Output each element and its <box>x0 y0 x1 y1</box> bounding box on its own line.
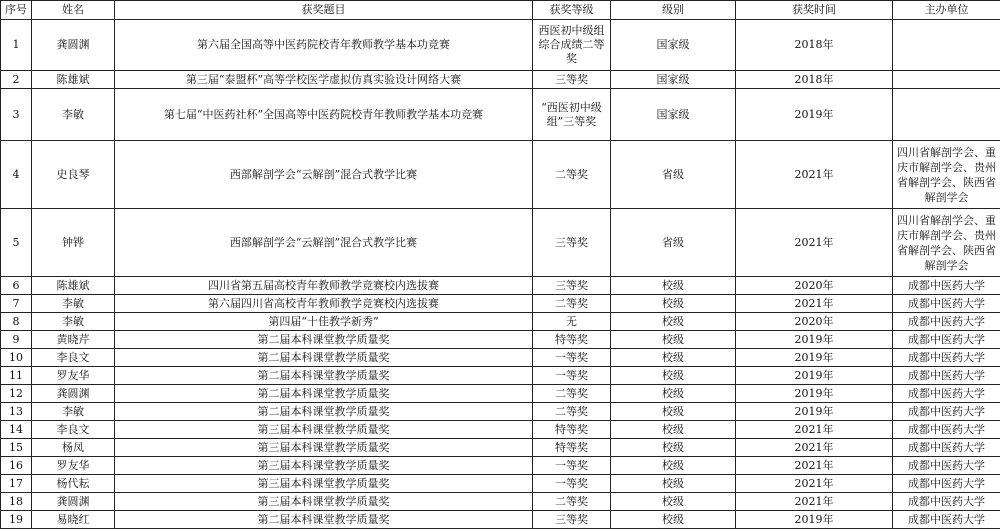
row-name: 李敏 <box>32 295 115 313</box>
table-row <box>1 421 1000 439</box>
row-year: 2019年 <box>736 385 893 403</box>
row-year: 2021年 <box>736 457 893 475</box>
row-level: 一等奖 <box>533 475 611 493</box>
row-year: 2021年 <box>736 421 893 439</box>
row-org: 成都中医药大学 <box>893 367 1000 385</box>
header-no: 序号 <box>1 1 32 20</box>
row-tier: 校级 <box>611 421 736 439</box>
row-year: 2021年 <box>736 439 893 457</box>
row-year: 2019年 <box>736 403 893 421</box>
header-org: 主办单位 <box>893 1 1000 20</box>
row-year: 2019年 <box>736 511 893 529</box>
row-year: 2019年 <box>736 367 893 385</box>
row-title: 西部解剖学会“云解剖”混合式教学比赛 <box>115 141 533 209</box>
row-number: 16 <box>1 457 32 475</box>
row-level: 一等奖 <box>533 457 611 475</box>
row-org: 成都中医药大学 <box>893 457 1000 475</box>
row-org <box>893 71 1000 89</box>
row-number: 17 <box>1 475 32 493</box>
row-tier: 校级 <box>611 331 736 349</box>
table-row <box>1 367 1000 385</box>
row-name: 龚圆渊 <box>32 385 115 403</box>
row-org: 成都中医药大学 <box>893 493 1000 511</box>
row-level: 特等奖 <box>533 439 611 457</box>
row-number: 2 <box>1 71 32 89</box>
row-name: 陈雄斌 <box>32 71 115 89</box>
row-year: 2018年 <box>736 71 893 89</box>
row-org: 成都中医药大学 <box>893 421 1000 439</box>
row-level: “西医初中级组”三等奖 <box>533 89 611 141</box>
header-year: 获奖时间 <box>736 1 893 20</box>
table-row <box>1 385 1000 403</box>
row-title: 第三届“泰盟杯”高等学校医学虚拟仿真实验设计网络大赛 <box>115 71 533 89</box>
header-level: 获奖等级 <box>533 1 611 20</box>
row-level: 三等奖 <box>533 511 611 529</box>
row-title: 第七届“中医药社杯”全国高等中医药院校青年教师教学基本功竞赛 <box>115 89 533 141</box>
row-org: 成都中医药大学 <box>893 439 1000 457</box>
header-title: 获奖题目 <box>115 1 533 20</box>
row-name: 李良文 <box>32 421 115 439</box>
row-level: 三等奖 <box>533 277 611 295</box>
row-number: 11 <box>1 367 32 385</box>
row-title: 西部解剖学会“云解剖”混合式教学比赛 <box>115 209 533 277</box>
row-year: 2019年 <box>736 89 893 141</box>
row-number: 13 <box>1 403 32 421</box>
row-tier: 校级 <box>611 403 736 421</box>
table-row <box>1 20 1000 71</box>
row-org: 成都中医药大学 <box>893 511 1000 529</box>
row-org <box>893 89 1000 141</box>
header-row <box>1 1 1000 20</box>
row-org: 成都中医药大学 <box>893 385 1000 403</box>
row-tier: 校级 <box>611 493 736 511</box>
row-year: 2021年 <box>736 295 893 313</box>
row-level: 三等奖 <box>533 209 611 277</box>
row-year: 2020年 <box>736 277 893 295</box>
row-number: 7 <box>1 295 32 313</box>
table-row <box>1 89 1000 141</box>
row-year: 2021年 <box>736 475 893 493</box>
table-row <box>1 475 1000 493</box>
table-row <box>1 349 1000 367</box>
row-org <box>893 20 1000 71</box>
row-number: 10 <box>1 349 32 367</box>
header-tier: 级别 <box>611 1 736 20</box>
row-org: 四川省解剖学会、重庆市解剖学会、贵州省解剖学会、陕西省解剖学会 <box>893 141 1000 209</box>
row-org: 成都中医药大学 <box>893 475 1000 493</box>
table-row <box>1 295 1000 313</box>
row-title: 四川省第五届高校青年教师教学竞赛校内选拔赛 <box>115 277 533 295</box>
header-name: 姓名 <box>32 1 115 20</box>
row-name: 史良琴 <box>32 141 115 209</box>
row-title: 第三届本科课堂教学质量奖 <box>115 493 533 511</box>
row-tier: 校级 <box>611 349 736 367</box>
row-title: 第二届本科课堂教学质量奖 <box>115 403 533 421</box>
table-row <box>1 209 1000 277</box>
row-level: 二等奖 <box>533 141 611 209</box>
table-row <box>1 331 1000 349</box>
row-name: 陈雄斌 <box>32 277 115 295</box>
row-number: 8 <box>1 313 32 331</box>
row-name: 李敏 <box>32 313 115 331</box>
row-level: 无 <box>533 313 611 331</box>
row-title: 第二届本科课堂教学质量奖 <box>115 331 533 349</box>
row-org: 成都中医药大学 <box>893 313 1000 331</box>
row-number: 12 <box>1 385 32 403</box>
row-number: 4 <box>1 141 32 209</box>
row-number: 3 <box>1 89 32 141</box>
row-level: 二等奖 <box>533 295 611 313</box>
table-row <box>1 71 1000 89</box>
row-tier: 校级 <box>611 385 736 403</box>
row-tier: 校级 <box>611 313 736 331</box>
row-tier: 校级 <box>611 511 736 529</box>
row-title: 第二届本科课堂教学质量奖 <box>115 511 533 529</box>
row-title: 第三届本科课堂教学质量奖 <box>115 439 533 457</box>
row-level: 二等奖 <box>533 493 611 511</box>
table-body <box>1 20 1000 529</box>
row-number: 5 <box>1 209 32 277</box>
row-tier: 校级 <box>611 295 736 313</box>
row-year: 2018年 <box>736 20 893 71</box>
row-tier: 校级 <box>611 277 736 295</box>
row-org: 成都中医药大学 <box>893 331 1000 349</box>
row-number: 18 <box>1 493 32 511</box>
row-level: 二等奖 <box>533 385 611 403</box>
row-title: 第三届本科课堂教学质量奖 <box>115 457 533 475</box>
table-row <box>1 277 1000 295</box>
row-title: 第三届本科课堂教学质量奖 <box>115 475 533 493</box>
row-level: 三等奖 <box>533 71 611 89</box>
row-year: 2021年 <box>736 493 893 511</box>
table-row <box>1 457 1000 475</box>
table-row <box>1 511 1000 529</box>
row-name: 李敏 <box>32 403 115 421</box>
row-tier: 省级 <box>611 141 736 209</box>
row-name: 黄晓芹 <box>32 331 115 349</box>
row-title: 第六届全国高等中医药院校青年教师教学基本功竞赛 <box>115 20 533 71</box>
row-tier: 校级 <box>611 457 736 475</box>
row-level: 特等奖 <box>533 331 611 349</box>
row-title: 第六届四川省高校青年教师教学竞赛校内选拔赛 <box>115 295 533 313</box>
row-year: 2021年 <box>736 141 893 209</box>
row-tier: 校级 <box>611 475 736 493</box>
row-title: 第三届本科课堂教学质量奖 <box>115 421 533 439</box>
row-tier: 校级 <box>611 367 736 385</box>
row-year: 2019年 <box>736 349 893 367</box>
row-name: 易晓红 <box>32 511 115 529</box>
row-year: 2019年 <box>736 331 893 349</box>
row-level: 西医初中级组综合成绩二等奖 <box>533 20 611 71</box>
table-row <box>1 493 1000 511</box>
row-org: 成都中医药大学 <box>893 403 1000 421</box>
row-name: 罗友华 <box>32 457 115 475</box>
row-level: 一等奖 <box>533 349 611 367</box>
row-year: 2021年 <box>736 209 893 277</box>
row-org: 成都中医药大学 <box>893 277 1000 295</box>
table-row <box>1 141 1000 209</box>
table-row <box>1 403 1000 421</box>
row-title: 第二届本科课堂教学质量奖 <box>115 385 533 403</box>
table-row <box>1 439 1000 457</box>
row-tier: 国家级 <box>611 89 736 141</box>
row-tier: 省级 <box>611 209 736 277</box>
row-org: 成都中医药大学 <box>893 349 1000 367</box>
row-title: 第四届“十佳教学新秀” <box>115 313 533 331</box>
row-number: 9 <box>1 331 32 349</box>
table-row <box>1 313 1000 331</box>
row-number: 6 <box>1 277 32 295</box>
row-org: 四川省解剖学会、重庆市解剖学会、贵州省解剖学会、陕西省解剖学会 <box>893 209 1000 277</box>
row-year: 2020年 <box>736 313 893 331</box>
row-level: 特等奖 <box>533 421 611 439</box>
row-level: 二等奖 <box>533 403 611 421</box>
row-number: 19 <box>1 511 32 529</box>
row-title: 第二届本科课堂教学质量奖 <box>115 367 533 385</box>
row-name: 李良文 <box>32 349 115 367</box>
row-name: 龚圆渊 <box>32 20 115 71</box>
row-name: 罗友华 <box>32 367 115 385</box>
row-name: 龚圆渊 <box>32 493 115 511</box>
row-tier: 国家级 <box>611 71 736 89</box>
row-tier: 国家级 <box>611 20 736 71</box>
row-level: 一等奖 <box>533 367 611 385</box>
row-name: 钟铧 <box>32 209 115 277</box>
row-number: 14 <box>1 421 32 439</box>
row-name: 杨凤 <box>32 439 115 457</box>
row-tier: 校级 <box>611 439 736 457</box>
row-org: 成都中医药大学 <box>893 295 1000 313</box>
row-number: 1 <box>1 20 32 71</box>
row-number: 15 <box>1 439 32 457</box>
row-title: 第二届本科课堂教学质量奖 <box>115 349 533 367</box>
row-name: 杨代耘 <box>32 475 115 493</box>
row-name: 李敏 <box>32 89 115 141</box>
